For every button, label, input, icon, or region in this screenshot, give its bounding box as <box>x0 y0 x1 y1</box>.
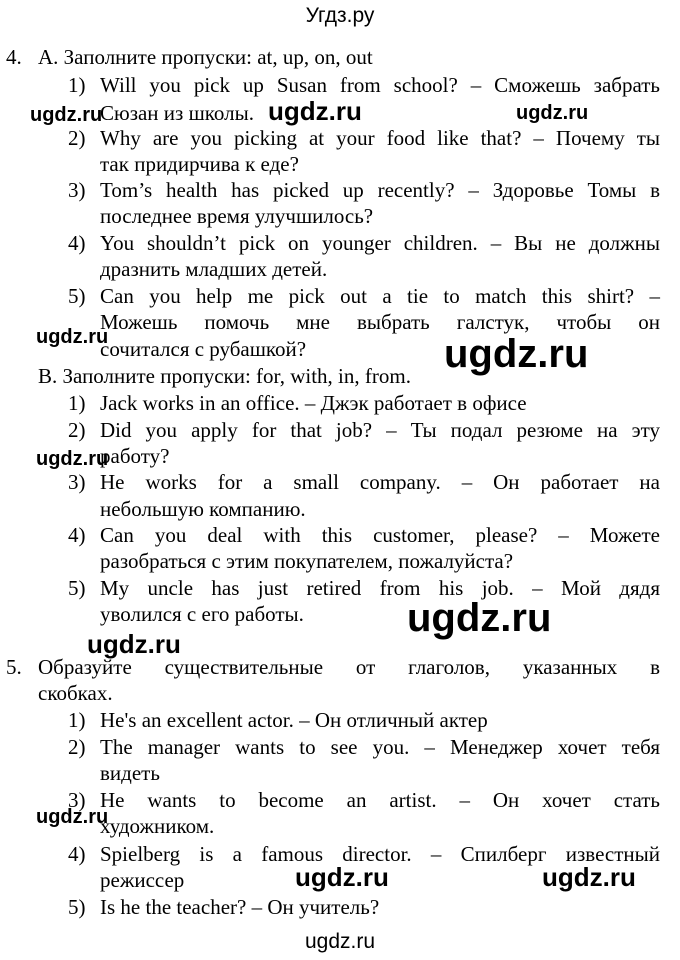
task-5-item-2-text: The manager wants to see you. – Менеджер хочет тебя <box>100 735 660 759</box>
task-4b-item-4-text: Can you deal with this customer, please? – Можете <box>100 523 660 547</box>
watermark: ugdz.ru <box>295 862 389 892</box>
task-4b-item-4-text-cont: разобраться с этим покупателем, пожалуйста? <box>100 549 514 573</box>
task-4b-item-1-number: 1) <box>68 391 86 415</box>
task-4a-item-3-number: 3) <box>68 178 86 202</box>
watermark: ugdz.ru <box>36 448 109 470</box>
watermark: ugdz.ru <box>30 104 103 126</box>
watermark: ugdz.ru <box>516 102 589 124</box>
task-4a-item-2-text: Why are you picking at your food like that? – Почему ты <box>100 126 660 150</box>
task-5-item-4-text-cont: режиссер <box>100 868 185 892</box>
task-4a-item-5-number: 5) <box>68 284 86 308</box>
task-4b-item-3-number: 3) <box>68 470 86 494</box>
task-4a-item-1-text: Will you pick up Susan from school? – Сможешь забрать <box>100 73 660 97</box>
task-4b-item-2-text: Did you apply for that job? – Ты подал резюме на эту <box>100 418 660 442</box>
task-4a-item-5-text-cont: Можешь помочь мне выбрать галстук, чтобы он <box>100 310 660 334</box>
watermark: ugdz.ru <box>542 862 636 892</box>
task-5-item-5-text: Is he the teacher? – Он учитель? <box>100 895 380 919</box>
task-5-heading: Образуйте существительные от глаголов, указанных в <box>38 655 660 679</box>
task-5-item-2-text-cont: видеть <box>100 761 160 785</box>
task-5-heading-cont: скобках. <box>38 681 113 705</box>
task-4a-item-4-text-cont: дразнить младших детей. <box>100 257 328 281</box>
task-4b-item-4-number: 4) <box>68 523 86 547</box>
task-5-item-3-number: 3) <box>68 788 86 812</box>
task-4a-item-4-text: You shouldn’t pick on younger children. – Вы не должны <box>100 231 660 255</box>
watermark: ugdz.ru <box>268 96 362 126</box>
task-4b-item-5-text: My uncle has just retired from his job. – Мой дядя <box>100 576 660 600</box>
watermark: ugdz.ru <box>36 326 109 348</box>
task-4b-item-1-text: Jack works in an office. – Джэк работает в офисе <box>100 391 527 415</box>
watermark: ugdz.ru <box>444 332 589 376</box>
task-5-item-3-text-cont: художником. <box>100 814 215 838</box>
task-4a-item-2-number: 2) <box>68 126 86 150</box>
watermark: ugdz.ru <box>87 629 181 659</box>
task-4a-item-5-text-cont2: сочитался с рубашкой? <box>100 337 307 361</box>
task-4b-heading: B. Заполните пропуски: for, with, in, from. <box>38 364 411 388</box>
task-4b-item-5-number: 5) <box>68 576 86 600</box>
task-4a-item-1-number: 1) <box>68 73 86 97</box>
task-5-item-1-text: He's an excellent actor. – Он отличный актер <box>100 708 488 732</box>
task-4b-item-3-text: He works for a small company. – Он работает на <box>100 470 660 494</box>
task-5-item-3-text: He wants to become an artist. – Он хочет стать <box>100 788 660 812</box>
task-5-item-5-number: 5) <box>68 895 86 919</box>
watermark: ugdz.ru <box>36 806 109 828</box>
task-4b-item-2-text-cont: работу? <box>100 444 170 468</box>
task-4a-item-3-text: Tom’s health has picked up recently? – Здоровье Томы в <box>100 178 660 202</box>
task-4a-item-3-text-cont: последнее время улучшилось? <box>100 204 374 228</box>
task-4a-item-5-text: Can you help me pick out a tie to match this shirt? – <box>100 284 660 308</box>
task-4a-item-1-text-cont: Сюзан из школы. <box>100 101 254 125</box>
task-4-number: 4. <box>6 45 22 69</box>
task-5-item-1-number: 1) <box>68 708 86 732</box>
task-4a-heading: A. Заполните пропуски: at, up, on, out <box>38 45 373 69</box>
task-4b-item-5-text-cont: уволился с его работы. <box>100 602 304 626</box>
page-footer-watermark: ugdz.ru <box>304 930 376 953</box>
task-4b-item-3-text-cont: небольшую компанию. <box>100 497 306 521</box>
task-5-item-4-text: Spielberg is a famous director. – Спилберг известный <box>100 842 660 866</box>
task-4a-item-4-number: 4) <box>68 231 86 255</box>
watermark: ugdz.ru <box>407 596 552 640</box>
task-4b-item-2-number: 2) <box>68 418 86 442</box>
task-5-item-4-number: 4) <box>68 842 86 866</box>
task-4a-item-2-text-cont: так придирчива к еде? <box>100 152 299 176</box>
page-header: Угдз.ру <box>305 4 375 27</box>
task-5-item-2-number: 2) <box>68 735 86 759</box>
task-5-number: 5. <box>6 655 22 679</box>
